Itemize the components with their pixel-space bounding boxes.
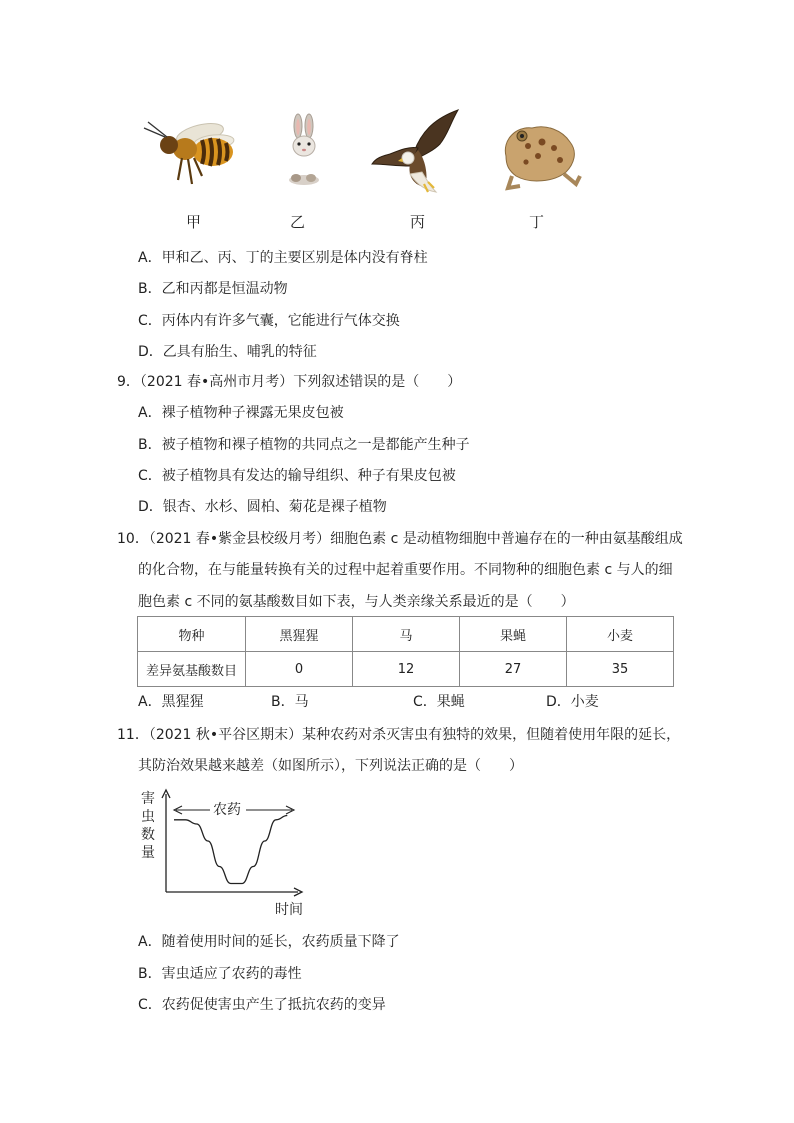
q11-stem-line-2: 其防治效果越来越差（如图所示），下列说法正确的是（ ）: [138, 758, 523, 774]
table-cell: 0: [246, 652, 353, 687]
q10-stem-line-3: 胞色素 c 不同的氨基酸数目如下表，与人类亲缘关系最近的是（ ）: [138, 594, 575, 610]
frog-illustration: [498, 118, 584, 194]
table-cell: 差异氨基酸数目: [138, 652, 246, 687]
table-cell: 27: [460, 652, 567, 687]
chart-ylabel-char-1: 害: [141, 791, 155, 807]
q9-option-a: A．裸子植物种子裸露无果皮包被: [138, 405, 344, 421]
chart-series-line: [174, 816, 287, 884]
q10-option-d: D．小麦: [546, 694, 599, 710]
table-header-cell: 黑猩猩: [246, 617, 353, 652]
q9-option-d: D．银杏、水杉、圆柏、菊花是裸子植物: [138, 499, 387, 515]
table-cell: 12: [353, 652, 460, 687]
table-header-cell: 小麦: [567, 617, 674, 652]
cytochrome-table: [137, 616, 674, 687]
table-header-cell: 物种: [138, 617, 246, 652]
q8-option-c: C．丙体内有许多气囊，它能进行气体交换: [138, 313, 400, 329]
table-cell: 35: [567, 652, 674, 687]
table-header-cell: 果蝇: [460, 617, 567, 652]
q8-option-d: D．乙具有胎生、哺乳的特征: [138, 344, 317, 360]
pest-population-chart: [140, 786, 315, 920]
caption-ding: 丁: [529, 213, 545, 231]
q11-option-b: B．害虫适应了农药的毒性: [138, 966, 302, 982]
bee-illustration: [138, 118, 248, 190]
caption-bing: 丙: [410, 213, 426, 231]
eagle-illustration: [370, 108, 462, 194]
q10-option-a: A．黑猩猩: [138, 694, 204, 710]
rabbit-illustration: [282, 112, 326, 190]
caption-jia: 甲: [186, 213, 202, 231]
q10-option-b: B．马: [271, 694, 309, 710]
chart-ylabel-char-4: 量: [141, 845, 155, 861]
q10-stem-line-2: 的化合物，在与能量转换有关的过程中起着重要作用。不同物种的细胞色素 c 与人的细: [138, 562, 673, 578]
q11-option-c: C．农药促使害虫产生了抵抗农药的变异: [138, 997, 386, 1013]
table-header-cell: 马: [353, 617, 460, 652]
q9-option-b: B．被子植物和裸子植物的共同点之一是都能产生种子: [138, 437, 470, 453]
chart-xlabel: 时间: [275, 902, 303, 918]
q9-option-c: C．被子植物具有发达的输导组织、种子有果皮包被: [138, 468, 456, 484]
table-header-row: [138, 617, 674, 652]
chart-annotation: 农药: [213, 802, 241, 818]
q8-option-a: A．甲和乙、丙、丁的主要区别是体内没有脊柱: [138, 250, 428, 266]
q8-option-b: B．乙和丙都是恒温动物: [138, 281, 288, 297]
chart-ylabel-char-3: 数: [141, 827, 155, 843]
chart-ylabel-char-2: 虫: [141, 809, 155, 825]
q11-stem-line-1: 11．（2021 秋•平谷区期末）某种农药对杀灭害虫有独特的效果，但随着使用年限的延长，: [117, 727, 681, 743]
caption-yi: 乙: [290, 213, 306, 231]
q9-stem: 9．（2021 春•高州市月考）下列叙述错误的是（ ）: [117, 374, 462, 390]
q10-option-c: C．果蝇: [413, 694, 465, 710]
q10-stem-line-1: 10．（2021 春•紫金县校级月考）细胞色素 c 是动植物细胞中普遍存在的一种由氨基酸组成: [117, 531, 683, 547]
table-row: [138, 652, 674, 687]
q11-option-a: A．随着使用时间的延长，农药质量下降了: [138, 934, 400, 950]
